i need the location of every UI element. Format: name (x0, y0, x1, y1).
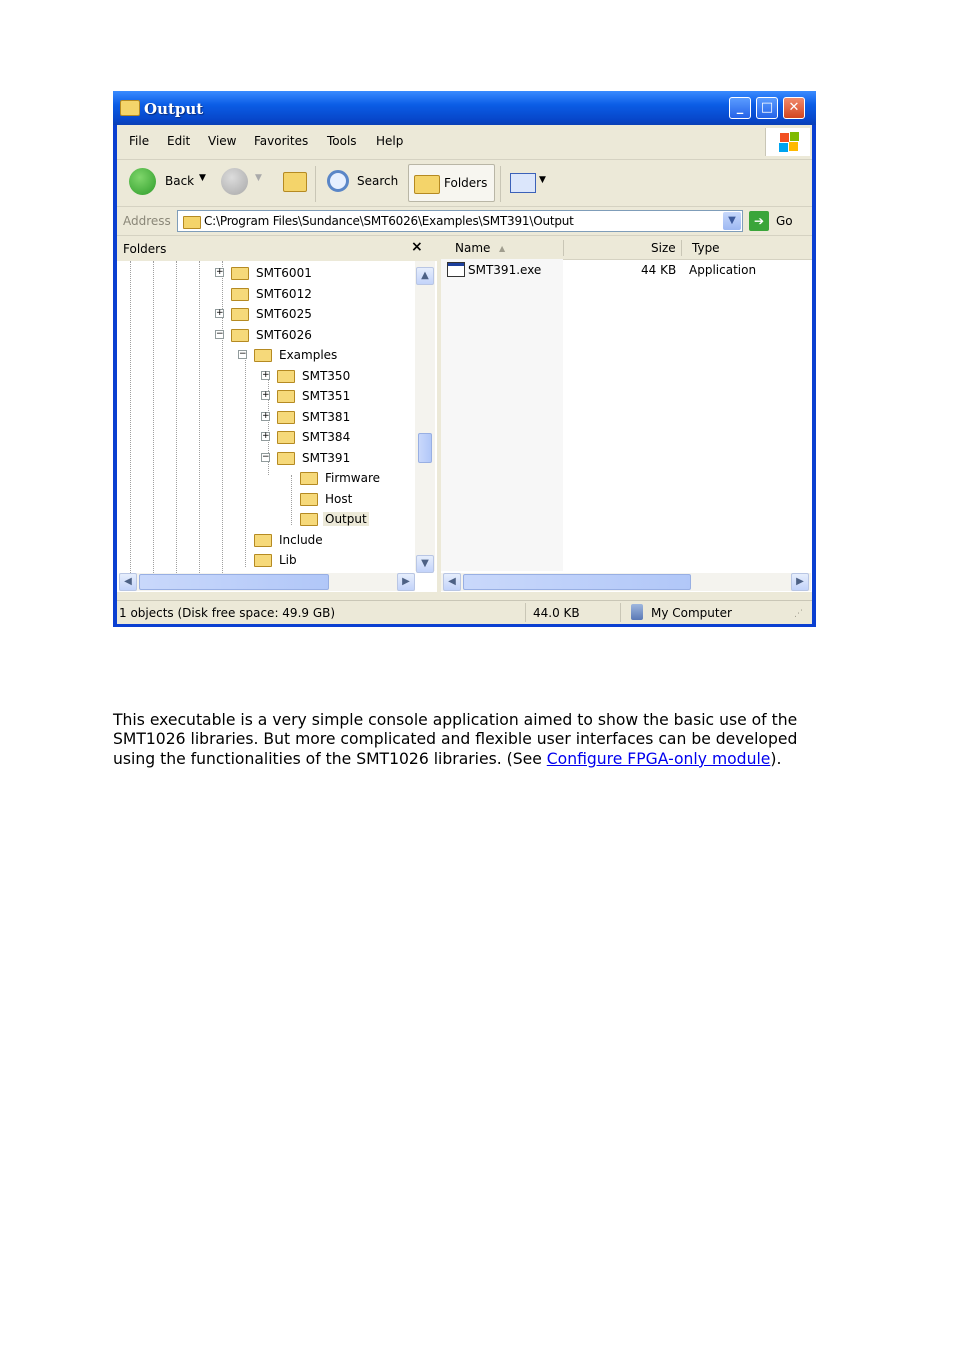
folder-icon (277, 431, 295, 444)
folder-icon (277, 370, 295, 383)
column-divider[interactable] (563, 240, 564, 256)
title-bar[interactable] (113, 91, 816, 125)
forward-arrow-icon (221, 168, 248, 195)
folder-icon (277, 411, 295, 424)
scroll-thumb[interactable] (139, 574, 329, 590)
toolbar-separator (315, 166, 316, 202)
tree-item[interactable] (261, 449, 415, 467)
address-input[interactable] (177, 210, 743, 232)
tree-item[interactable] (238, 346, 415, 364)
back-button[interactable] (125, 164, 209, 202)
tree-item[interactable] (261, 367, 415, 385)
tree-item[interactable] (238, 551, 415, 569)
views-icon (510, 173, 536, 193)
expand-icon[interactable]: + (262, 431, 270, 441)
folders-pane (117, 237, 437, 592)
folder-icon (300, 513, 318, 526)
folders-icon (414, 175, 440, 194)
collapse-icon[interactable]: − (262, 451, 270, 462)
back-label: Back (165, 174, 195, 188)
paragraph-text-end: ). (770, 749, 782, 768)
expand-icon[interactable]: + (262, 390, 270, 400)
expand-icon[interactable]: + (216, 308, 224, 318)
tree-line (176, 261, 177, 585)
scroll-up-icon[interactable]: ▲ (416, 267, 434, 285)
tree-item-label: Host (325, 491, 353, 506)
tree-item-label: SMT384 (302, 430, 351, 444)
resize-grip-icon[interactable]: ⋰ (794, 609, 803, 619)
folders-label: Folders (444, 176, 488, 190)
file-list-horizontal-scrollbar[interactable] (441, 573, 811, 591)
file-type: Application (689, 263, 757, 277)
folder-icon (231, 308, 249, 321)
expand-icon[interactable]: + (262, 369, 270, 380)
tree-item[interactable] (215, 264, 415, 282)
folders-horizontal-scrollbar[interactable] (119, 573, 415, 591)
tree-item-label: Firmware (325, 471, 380, 485)
collapse-icon[interactable]: − (216, 328, 224, 339)
folder-icon (277, 452, 295, 465)
window-title: Output (144, 100, 204, 118)
tree-item-label: Include (279, 532, 323, 547)
forward-button[interactable] (217, 164, 267, 202)
search-label: Search (357, 174, 399, 188)
tree-item-label: SMT6026 (256, 327, 312, 342)
folders-button[interactable] (408, 164, 495, 202)
address-label: Address (123, 214, 171, 228)
scroll-left-icon[interactable]: ◀ (119, 573, 137, 591)
close-icon[interactable]: × (411, 239, 423, 255)
column-header (441, 237, 812, 260)
file-row[interactable] (441, 262, 812, 280)
tree-item-label: SMT6012 (256, 286, 312, 301)
back-arrow-icon (129, 168, 156, 195)
minimize-button[interactable]: _ (729, 97, 751, 119)
tree-item[interactable] (238, 531, 415, 549)
file-list-pane (441, 237, 812, 592)
column-divider[interactable] (681, 240, 682, 256)
file-name: SMT391.exe (468, 263, 542, 277)
tree-item-label: SMT350 (302, 368, 351, 383)
folders-pane-title: Folders (123, 242, 167, 256)
menu-tools[interactable]: Tools (327, 134, 357, 148)
tree-line (153, 261, 154, 585)
go-arrow-icon[interactable]: ➔ (749, 211, 769, 231)
scroll-right-icon[interactable]: ▶ (791, 573, 809, 591)
status-location: My Computer (651, 606, 732, 620)
status-size: 44.0 KB (533, 606, 580, 620)
tree-item[interactable] (284, 510, 415, 528)
tree-item-label: SMT6001 (256, 266, 312, 280)
collapse-icon[interactable]: − (239, 349, 247, 359)
search-button[interactable] (321, 164, 403, 202)
tree-item-label: Output (325, 512, 367, 526)
application-icon (447, 262, 465, 277)
status-bar (117, 600, 812, 624)
file-size: 44 KB (641, 263, 677, 277)
scroll-down-icon[interactable]: ▼ (416, 555, 434, 573)
tree-item[interactable] (261, 428, 415, 446)
explorer-window (113, 91, 816, 627)
up-folder-icon (283, 172, 307, 192)
folder-icon (183, 216, 201, 229)
column-type[interactable]: Type (692, 241, 720, 255)
sort-ascending-icon: ▲ (499, 244, 506, 253)
tree-item-label: SMT381 (302, 409, 351, 424)
views-button[interactable] (506, 164, 550, 202)
tree-item[interactable] (284, 469, 415, 487)
name-column-highlight (441, 259, 563, 571)
menu-file[interactable]: File (129, 134, 150, 148)
folder-icon (231, 329, 249, 342)
configure-fpga-link[interactable]: Configure FPGA-only module (546, 749, 771, 768)
folder-icon (254, 349, 272, 362)
folders-pane-header (117, 237, 437, 261)
tree-item-label: Examples (279, 348, 338, 362)
views-dropdown-icon[interactable]: ▼ (539, 175, 546, 185)
folder-icon (120, 100, 140, 116)
scroll-left-icon[interactable]: ◀ (443, 573, 461, 591)
folder-icon (254, 534, 272, 547)
scroll-right-icon[interactable]: ▶ (397, 573, 415, 591)
folder-icon (231, 267, 249, 280)
up-folder-button[interactable] (279, 164, 311, 202)
menu-help[interactable]: Help (376, 134, 404, 148)
scroll-thumb[interactable] (418, 433, 432, 463)
tree-item-label: Lib (279, 553, 297, 567)
paragraph-text: This executable is a very simple console application aimed to show the basic use of the SMT1026 libraries. But more complicated and flexible user interfaces can be developed using the functionalities of the SMT1026 libraries. (See (113, 710, 798, 768)
status-divider (525, 603, 526, 622)
tree-item[interactable] (261, 387, 415, 405)
tree-item[interactable] (215, 285, 415, 303)
chevron-down-icon[interactable]: ▼ (723, 212, 741, 230)
windows-logo-icon (765, 128, 810, 156)
folder-icon (277, 390, 295, 403)
folder-icon (254, 554, 272, 567)
go-button[interactable]: Go (776, 214, 793, 228)
menu-bar (117, 125, 812, 160)
tree-item[interactable] (261, 408, 415, 426)
maximize-button[interactable]: □ (756, 97, 778, 119)
tree-item[interactable] (215, 326, 415, 344)
tree-item-label: SMT6025 (256, 307, 312, 321)
tree-item[interactable] (284, 490, 415, 508)
status-objects: 1 objects (Disk free space: 49.9 GB) (119, 606, 336, 620)
folder-tree (117, 261, 415, 585)
status-divider (620, 603, 621, 622)
tree-item-label: SMT391 (302, 450, 351, 465)
expand-icon[interactable]: + (262, 410, 270, 421)
tree-item-label: SMT351 (302, 389, 351, 403)
column-name[interactable]: Name (455, 241, 491, 255)
expand-icon[interactable]: + (216, 267, 224, 277)
description-paragraph (113, 711, 825, 770)
address-bar (117, 207, 812, 236)
close-button[interactable]: ✕ (783, 97, 805, 119)
menu-favorites[interactable]: Favorites (254, 134, 309, 148)
window-client (117, 125, 812, 623)
menu-edit[interactable]: Edit (167, 134, 191, 148)
forward-dropdown-icon: ▼ (255, 173, 262, 183)
folder-icon (300, 493, 318, 506)
menu-view[interactable]: View (208, 134, 237, 148)
tree-item[interactable] (215, 305, 415, 323)
column-size[interactable]: Size (651, 241, 676, 255)
folder-icon (300, 472, 318, 485)
tree-line (130, 261, 131, 585)
folders-vertical-scrollbar[interactable] (415, 261, 435, 571)
folder-icon (231, 288, 249, 301)
address-path: C:\Program Files\Sundance\SMT6026\Examples\SMT391\Output (204, 214, 574, 228)
scroll-thumb[interactable] (463, 574, 691, 590)
computer-icon (631, 604, 643, 620)
back-dropdown-icon[interactable]: ▼ (199, 173, 206, 183)
search-icon (327, 170, 349, 192)
toolbar-separator (500, 166, 501, 202)
tree-line (199, 261, 200, 585)
toolbar (117, 160, 812, 207)
